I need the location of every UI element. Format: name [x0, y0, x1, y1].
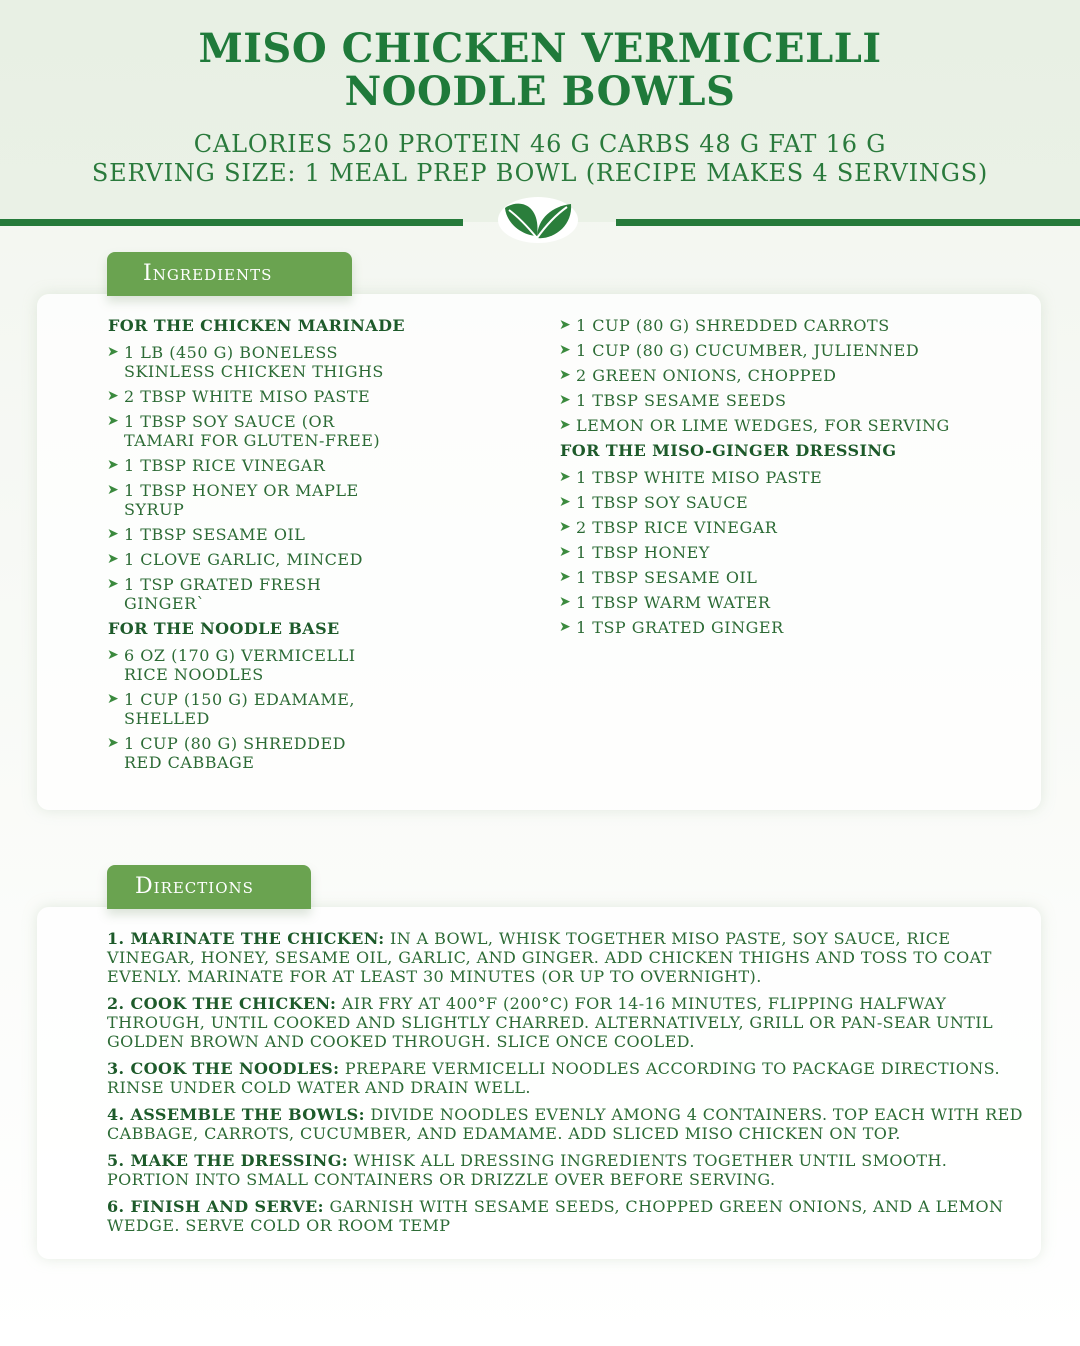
chevron-right-icon: ➤ — [107, 388, 120, 404]
list-item: ➤ 1 TBSP SESAME OIL — [559, 568, 758, 587]
dressing-list — [559, 468, 979, 637]
chevron-right-icon: ➤ — [559, 392, 572, 408]
chevron-right-icon: ➤ — [107, 344, 120, 360]
divider-right — [616, 219, 1080, 226]
list-item: ➤ 1 TBSP HONEY OR MAPLE SYRUP — [107, 481, 359, 519]
chevron-right-icon: ➤ — [107, 735, 120, 751]
list-item: ➤ 1 TBSP SESAME OIL — [107, 525, 306, 544]
marinade-heading: FOR THE CHICKEN MARINADE — [108, 316, 405, 335]
list-item: ➤ 6 OZ (170 G) VERMICELLI RICE NOODLES — [107, 646, 356, 684]
list-item: ➤ 1 TBSP WHITE MISO PASTE — [559, 468, 823, 487]
directions-tab: Directions — [107, 865, 311, 909]
chevron-right-icon: ➤ — [559, 417, 572, 433]
direction-step: 2. COOK THE CHICKEN: AIR FRY AT 400°F (200°C) FOR 14-16 MINUTES, FLIPPING HALFWAY THROUGH, UNTIL COOKED AND SLIGHTLY CHARRED. ALTERNATIVELY, GRILL OR PAN-SEAR UNTIL GOLDEN BROWN AND COOKED THROUGH. SLICE ONCE COOLED. — [107, 994, 994, 1051]
direction-step: 6. FINISH AND SERVE: GARNISH WITH SESAME SEEDS, CHOPPED GREEN ONIONS, AND A LEMON WEDGE. SERVE COLD OR ROOM TEMP — [107, 1197, 1004, 1235]
serving-size: SERVING SIZE: 1 MEAL PREP BOWL (RECIPE MAKES 4 SERVINGS) — [91, 159, 989, 187]
chevron-right-icon: ➤ — [107, 482, 120, 498]
list-item: ➤ 2 GREEN ONIONS, CHOPPED — [559, 366, 837, 385]
list-item: ➤ 1 TBSP SESAME SEEDS — [559, 391, 787, 410]
chevron-right-icon: ➤ — [559, 469, 572, 485]
chevron-right-icon: ➤ — [107, 576, 120, 592]
directions-list — [107, 929, 1032, 1243]
direction-step: 1. MARINATE THE CHICKEN: IN A BOWL, WHISK TOGETHER MISO PASTE, SOY SAUCE, RICE VINEGAR, HONEY, SESAME OIL, GARLIC, AND GINGER. ADD CHICKEN THIGHS AND TOSS TO COAT EVENLY. MARINATE FOR AT LEAST 30 MINUTES (OR UP TO OVERNIGHT). — [107, 929, 992, 986]
list-item: ➤ 1 CUP (80 G) SHREDDED CARROTS — [559, 316, 890, 335]
list-item: ➤ LEMON OR LIME WEDGES, FOR SERVING — [559, 416, 950, 435]
list-item: ➤ 1 TBSP SOY SAUCE (OR TAMARI FOR GLUTEN-FREE) — [107, 412, 381, 450]
chevron-right-icon: ➤ — [559, 519, 572, 535]
list-item: ➤ 1 TSP GRATED GINGER — [559, 618, 784, 637]
chevron-right-icon: ➤ — [559, 544, 572, 560]
chevron-right-icon: ➤ — [559, 594, 572, 610]
chevron-right-icon: ➤ — [559, 342, 572, 358]
list-item: ➤ 2 TBSP WHITE MISO PASTE — [107, 387, 371, 406]
chevron-right-icon: ➤ — [107, 647, 120, 663]
ingredients-column-1 — [107, 316, 407, 778]
list-item: ➤ 1 TBSP SOY SAUCE — [559, 493, 749, 512]
noodle-base-list-cont — [559, 316, 979, 435]
chevron-right-icon: ➤ — [107, 691, 120, 707]
dressing-heading: FOR THE MISO-GINGER DRESSING — [560, 441, 897, 460]
chevron-right-icon: ➤ — [107, 413, 120, 429]
list-item: ➤ 2 TBSP RICE VINEGAR — [559, 518, 778, 537]
ingredients-tab: Ingredients — [107, 252, 352, 296]
recipe-title-line1: MISO CHICKEN VERMICELLI — [198, 25, 882, 72]
chevron-right-icon: ➤ — [107, 457, 120, 473]
direction-step: 5. MAKE THE DRESSING: WHISK ALL DRESSING INGREDIENTS TOGETHER UNTIL SMOOTH. PORTION INTO SMALL CONTAINERS OR DRIZZLE OVER BEFORE SERVING. — [107, 1151, 948, 1189]
noodle-base-list — [107, 646, 407, 772]
divider-left — [0, 219, 463, 226]
list-item: ➤ 1 LB (450 G) BONELESS SKINLESS CHICKEN THIGHS — [107, 343, 384, 381]
list-item: ➤ 1 TBSP RICE VINEGAR — [107, 456, 326, 475]
chevron-right-icon: ➤ — [107, 551, 120, 567]
direction-step: 3. COOK THE NOODLES: PREPARE VERMICELLI NOODLES ACCORDING TO PACKAGE DIRECTIONS. RINSE UNDER COLD WATER AND DRAIN WELL. — [107, 1059, 1000, 1097]
list-item: ➤ 1 TSP GRATED FRESH GINGER` — [107, 575, 322, 613]
list-item: ➤ 1 TBSP HONEY — [559, 543, 710, 562]
list-item: ➤ 1 CUP (80 G) CUCUMBER, JULIENNED — [559, 341, 920, 360]
chevron-right-icon: ➤ — [559, 619, 572, 635]
chevron-right-icon: ➤ — [559, 367, 572, 383]
direction-step: 4. ASSEMBLE THE BOWLS: DIVIDE NOODLES EVENLY AMONG 4 CONTAINERS. TOP EACH WITH RED CABBAGE, CARROTS, CUCUMBER, AND EDAMAME. ADD SLICED MISO CHICKEN ON TOP. — [107, 1105, 1023, 1143]
recipe-title-line2: NOODLE BOWLS — [344, 68, 736, 115]
list-item: ➤ 1 CUP (150 G) EDAMAME, SHELLED — [107, 690, 355, 728]
chevron-right-icon: ➤ — [559, 569, 572, 585]
chevron-right-icon: ➤ — [559, 494, 572, 510]
chevron-right-icon: ➤ — [107, 526, 120, 542]
list-item: ➤ 1 TBSP WARM WATER — [559, 593, 771, 612]
chevron-right-icon: ➤ — [559, 317, 572, 333]
leaf-icon — [497, 196, 579, 244]
list-item: ➤ 1 CLOVE GARLIC, MINCED — [107, 550, 363, 569]
noodle-base-heading: FOR THE NOODLE BASE — [108, 619, 340, 638]
ingredients-column-2 — [559, 316, 979, 643]
list-item: ➤ 1 CUP (80 G) SHREDDED RED CABBAGE — [107, 734, 346, 772]
marinade-list — [107, 343, 407, 613]
nutrition-stats: CALORIES 520 PROTEIN 46 G CARBS 48 G FAT 16 G — [193, 130, 887, 158]
